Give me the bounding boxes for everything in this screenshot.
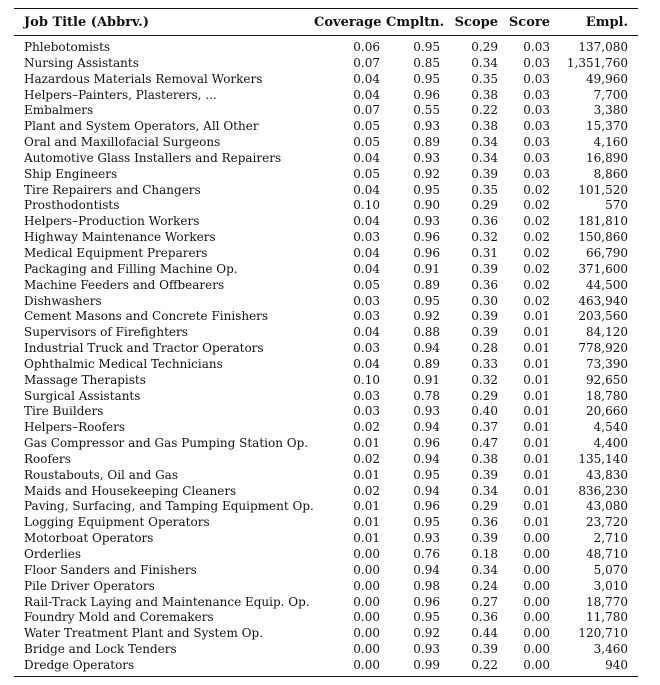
cell-empl: 778,920 — [578, 341, 628, 356]
cell-job-title: Pile Driver Operators — [24, 578, 155, 593]
table-row — [14, 214, 638, 230]
header-job-title: Job Title (Abbrv.) — [24, 14, 149, 30]
cell-coverage: 0.03 — [353, 404, 380, 419]
cell-score: 0.02 — [523, 230, 550, 245]
cell-score: 0.01 — [523, 483, 550, 498]
table-row — [14, 436, 638, 452]
table-row — [14, 230, 638, 246]
cell-empl: 3,460 — [593, 642, 628, 657]
cell-coverage: 0.07 — [353, 103, 380, 118]
table-row — [14, 198, 638, 214]
cell-cmpltn: 0.94 — [413, 451, 440, 466]
table-row — [14, 499, 638, 515]
cell-scope: 0.22 — [471, 657, 498, 672]
cell-scope: 0.35 — [471, 71, 498, 86]
cell-empl: 18,770 — [586, 594, 628, 609]
cell-empl: 73,390 — [586, 356, 628, 371]
cell-scope: 0.32 — [471, 372, 498, 387]
cell-score: 0.01 — [523, 372, 550, 387]
cell-empl: 5,070 — [593, 562, 628, 577]
table-row — [14, 389, 638, 405]
cell-coverage: 0.04 — [353, 182, 380, 197]
cell-scope: 0.44 — [471, 626, 498, 641]
table-row — [14, 72, 638, 88]
cell-score: 0.01 — [523, 356, 550, 371]
cell-empl: 92,650 — [586, 372, 628, 387]
table-row — [14, 610, 638, 626]
cell-cmpltn: 0.96 — [413, 594, 440, 609]
cell-score: 0.01 — [523, 325, 550, 340]
cell-scope: 0.39 — [471, 325, 498, 340]
cell-job-title: Helpers–Roofers — [24, 420, 126, 435]
header-coverage: Coverage — [314, 14, 382, 30]
cell-cmpltn: 0.93 — [413, 642, 440, 657]
cell-coverage: 0.05 — [353, 135, 380, 150]
cell-job-title: Dishwashers — [24, 293, 102, 308]
cell-scope: 0.36 — [471, 277, 498, 292]
table-row — [14, 515, 638, 531]
cell-coverage: 0.02 — [353, 420, 380, 435]
cell-cmpltn: 0.95 — [413, 71, 440, 86]
cell-scope: 0.36 — [471, 610, 498, 625]
cell-coverage: 0.00 — [353, 594, 380, 609]
cell-empl: 570 — [605, 198, 628, 213]
cell-score: 0.00 — [523, 610, 550, 625]
table-row — [14, 151, 638, 167]
cell-job-title: Medical Equipment Preparers — [24, 245, 208, 260]
cell-empl: 20,660 — [586, 404, 628, 419]
cell-scope: 0.34 — [471, 562, 498, 577]
cell-score: 0.02 — [523, 277, 550, 292]
cell-coverage: 0.00 — [353, 562, 380, 577]
cell-empl: 120,710 — [578, 626, 628, 641]
cell-job-title: Cement Masons and Concrete Finishers — [24, 309, 269, 324]
cell-cmpltn: 0.55 — [413, 103, 440, 118]
cell-empl: 3,380 — [593, 103, 628, 118]
cell-score: 0.02 — [523, 198, 550, 213]
table-row — [14, 658, 638, 676]
cell-coverage: 0.03 — [353, 341, 380, 356]
table-row — [14, 373, 638, 389]
cell-scope: 0.36 — [471, 214, 498, 229]
cell-job-title: Water Treatment Plant and System Op. — [24, 626, 264, 641]
cell-cmpltn: 0.95 — [413, 40, 440, 54]
table-row — [14, 294, 638, 310]
table-row — [14, 547, 638, 563]
cell-scope: 0.28 — [471, 341, 498, 356]
cell-coverage: 0.00 — [353, 657, 380, 672]
cell-cmpltn: 0.94 — [413, 562, 440, 577]
cell-coverage: 0.07 — [353, 55, 380, 70]
cell-coverage: 0.04 — [353, 356, 380, 371]
cell-cmpltn: 0.93 — [413, 214, 440, 229]
table-row — [14, 119, 638, 135]
cell-score: 0.00 — [523, 626, 550, 641]
cell-coverage: 0.05 — [353, 166, 380, 181]
cell-score: 0.03 — [523, 103, 550, 118]
cell-scope: 0.34 — [471, 150, 498, 165]
table-row — [14, 626, 638, 642]
cell-cmpltn: 0.96 — [413, 499, 440, 514]
table-row — [14, 135, 638, 151]
cell-empl: 43,080 — [586, 499, 628, 514]
cell-cmpltn: 0.95 — [413, 515, 440, 530]
cell-coverage: 0.04 — [353, 150, 380, 165]
cell-cmpltn: 0.76 — [413, 547, 440, 561]
cell-empl: 16,890 — [586, 150, 628, 165]
cell-score: 0.01 — [523, 420, 550, 435]
cell-coverage: 0.00 — [353, 547, 380, 561]
cell-score: 0.00 — [523, 547, 550, 561]
cell-coverage: 0.03 — [353, 309, 380, 324]
table-bottom-rule — [14, 676, 638, 677]
cell-cmpltn: 0.94 — [413, 341, 440, 356]
header-cmpltn: Cmpltn. — [386, 14, 445, 30]
cell-cmpltn: 0.94 — [413, 483, 440, 498]
cell-scope: 0.33 — [471, 356, 498, 371]
cell-scope: 0.27 — [471, 594, 498, 609]
table-row — [14, 36, 638, 56]
cell-coverage: 0.01 — [353, 531, 380, 546]
cell-job-title: Machine Feeders and Offbearers — [24, 277, 225, 292]
cell-empl: 15,370 — [586, 119, 628, 134]
cell-score: 0.02 — [523, 245, 550, 260]
cell-coverage: 0.00 — [353, 610, 380, 625]
cell-coverage: 0.04 — [353, 261, 380, 276]
cell-score: 0.00 — [523, 642, 550, 657]
cell-job-title: Packaging and Filling Machine Op. — [24, 261, 238, 276]
table-row — [14, 167, 638, 183]
cell-empl: 1,351,760 — [566, 55, 628, 70]
cell-empl: 3,010 — [593, 578, 628, 593]
cell-coverage: 0.04 — [353, 214, 380, 229]
header-row — [14, 9, 638, 36]
cell-coverage: 0.10 — [353, 372, 380, 387]
cell-score: 0.01 — [523, 388, 550, 403]
cell-empl: 49,960 — [586, 71, 628, 86]
cell-empl: 371,600 — [578, 261, 628, 276]
table-row — [14, 262, 638, 278]
cell-empl: 7,700 — [593, 87, 628, 102]
cell-score: 0.03 — [523, 87, 550, 102]
cell-job-title: Foundry Mold and Coremakers — [24, 610, 214, 625]
cell-scope: 0.35 — [471, 182, 498, 197]
cell-score: 0.00 — [523, 594, 550, 609]
cell-score: 0.03 — [523, 166, 550, 181]
cell-score: 0.02 — [523, 261, 550, 276]
cell-cmpltn: 0.92 — [413, 626, 440, 641]
table-header — [14, 9, 638, 36]
cell-empl: 203,560 — [578, 309, 628, 324]
cell-cmpltn: 0.85 — [413, 55, 440, 70]
cell-empl: 2,710 — [593, 531, 628, 546]
header-empl: Empl. — [585, 14, 628, 30]
table-row — [14, 56, 638, 72]
table-row — [14, 325, 638, 341]
cell-cmpltn: 0.93 — [413, 119, 440, 134]
cell-coverage: 0.00 — [353, 642, 380, 657]
cell-cmpltn: 0.93 — [413, 150, 440, 165]
cell-cmpltn: 0.93 — [413, 404, 440, 419]
cell-job-title: Motorboat Operators — [24, 531, 154, 546]
cell-empl: 23,720 — [586, 515, 628, 530]
table-row — [14, 88, 638, 104]
table-row — [14, 357, 638, 373]
cell-cmpltn: 0.78 — [413, 388, 440, 403]
cell-empl: 137,080 — [578, 40, 628, 54]
cell-cmpltn: 0.96 — [413, 436, 440, 451]
cell-empl: 66,790 — [586, 245, 628, 260]
cell-cmpltn: 0.89 — [413, 356, 440, 371]
cell-job-title: Massage Therapists — [24, 372, 146, 387]
cell-score: 0.01 — [523, 309, 550, 324]
table-row — [14, 103, 638, 119]
cell-scope: 0.29 — [471, 499, 498, 514]
cell-cmpltn: 0.96 — [413, 230, 440, 245]
cell-empl: 18,780 — [586, 388, 628, 403]
table-row — [14, 420, 638, 436]
table-body — [14, 36, 638, 676]
cell-scope: 0.47 — [471, 436, 498, 451]
cell-job-title: Industrial Truck and Tractor Operators — [24, 341, 264, 356]
cell-empl: 8,860 — [593, 166, 628, 181]
cell-score: 0.03 — [523, 135, 550, 150]
cell-job-title: Hazardous Materials Removal Workers — [24, 71, 263, 86]
cell-cmpltn: 0.98 — [413, 578, 440, 593]
cell-score: 0.02 — [523, 293, 550, 308]
cell-cmpltn: 0.91 — [413, 261, 440, 276]
cell-empl: 836,230 — [578, 483, 628, 498]
cell-score: 0.03 — [523, 150, 550, 165]
cell-job-title: Tire Repairers and Changers — [24, 182, 201, 197]
cell-scope: 0.38 — [471, 119, 498, 134]
table-row — [14, 595, 638, 611]
table-row — [14, 246, 638, 262]
cell-job-title: Roustabouts, Oil and Gas — [24, 467, 178, 482]
cell-job-title: Automotive Glass Installers and Repairers — [24, 150, 282, 165]
cell-empl: 4,160 — [593, 135, 628, 150]
table-row — [14, 309, 638, 325]
cell-cmpltn: 0.92 — [413, 166, 440, 181]
table-row — [14, 452, 638, 468]
cell-job-title: Floor Sanders and Finishers — [24, 562, 197, 577]
cell-cmpltn: 0.89 — [413, 277, 440, 292]
cell-cmpltn: 0.89 — [413, 135, 440, 150]
cell-coverage: 0.04 — [353, 87, 380, 102]
cell-empl: 940 — [605, 657, 628, 672]
cell-cmpltn: 0.93 — [413, 531, 440, 546]
cell-job-title: Nursing Assistants — [24, 55, 139, 70]
cell-score: 0.01 — [523, 467, 550, 482]
table-row — [14, 468, 638, 484]
cell-job-title: Phlebotomists — [24, 40, 111, 54]
cell-job-title: Embalmers — [24, 103, 94, 118]
cell-scope: 0.18 — [471, 547, 498, 561]
cell-job-title: Orderlies — [24, 547, 82, 561]
cell-job-title: Highway Maintenance Workers — [24, 230, 216, 245]
cell-empl: 43,830 — [586, 467, 628, 482]
cell-job-title: Paving, Surfacing, and Tamping Equipment Op. — [24, 499, 314, 514]
cell-score: 0.01 — [523, 341, 550, 356]
cell-empl: 48,710 — [586, 547, 628, 561]
cell-scope: 0.29 — [471, 198, 498, 213]
table-row — [14, 642, 638, 658]
cell-score: 0.00 — [523, 578, 550, 593]
cell-job-title: Supervisors of Firefighters — [24, 325, 188, 340]
cell-scope: 0.39 — [471, 261, 498, 276]
cell-job-title: Surgical Assistants — [24, 388, 141, 403]
cell-scope: 0.32 — [471, 230, 498, 245]
cell-score: 0.03 — [523, 119, 550, 134]
cell-scope: 0.38 — [471, 451, 498, 466]
cell-empl: 181,810 — [578, 214, 628, 229]
cell-job-title: Logging Equipment Operators — [24, 515, 210, 530]
table-row — [14, 579, 638, 595]
cell-empl: 101,520 — [578, 182, 628, 197]
header-score: Score — [508, 14, 550, 30]
cell-cmpltn: 0.91 — [413, 372, 440, 387]
cell-job-title: Helpers–Production Workers — [24, 214, 200, 229]
cell-coverage: 0.01 — [353, 499, 380, 514]
cell-coverage: 0.01 — [353, 515, 380, 530]
cell-score: 0.03 — [523, 55, 550, 70]
job-table-container — [14, 8, 638, 677]
cell-score: 0.01 — [523, 515, 550, 530]
cell-job-title: Roofers — [24, 451, 71, 466]
cell-empl: 135,140 — [578, 451, 628, 466]
cell-cmpltn: 0.95 — [413, 293, 440, 308]
cell-score: 0.01 — [523, 404, 550, 419]
cell-empl: 11,780 — [586, 610, 628, 625]
cell-scope: 0.40 — [471, 404, 498, 419]
cell-coverage: 0.05 — [353, 277, 380, 292]
cell-coverage: 0.04 — [353, 245, 380, 260]
cell-scope: 0.22 — [471, 103, 498, 118]
cell-cmpltn: 0.90 — [413, 198, 440, 213]
cell-scope: 0.38 — [471, 87, 498, 102]
cell-cmpltn: 0.99 — [413, 657, 440, 672]
cell-coverage: 0.03 — [353, 293, 380, 308]
cell-scope: 0.39 — [471, 309, 498, 324]
cell-cmpltn: 0.95 — [413, 182, 440, 197]
cell-coverage: 0.04 — [353, 325, 380, 340]
cell-score: 0.00 — [523, 531, 550, 546]
cell-scope: 0.37 — [471, 420, 498, 435]
cell-job-title: Plant and System Operators, All Other — [24, 119, 259, 134]
table-row — [14, 183, 638, 199]
cell-job-title: Ophthalmic Medical Technicians — [24, 356, 223, 371]
cell-job-title: Maids and Housekeeping Cleaners — [24, 483, 237, 498]
table-row — [14, 341, 638, 357]
cell-coverage: 0.06 — [353, 40, 380, 54]
cell-scope: 0.29 — [471, 40, 498, 54]
cell-coverage: 0.01 — [353, 467, 380, 482]
cell-coverage: 0.01 — [353, 436, 380, 451]
header-scope: Scope — [454, 14, 498, 30]
cell-scope: 0.30 — [471, 293, 498, 308]
cell-scope: 0.39 — [471, 642, 498, 657]
cell-job-title: Helpers–Painters, Plasterers, ... — [24, 87, 217, 102]
cell-coverage: 0.03 — [353, 230, 380, 245]
cell-score: 0.01 — [523, 499, 550, 514]
cell-cmpltn: 0.96 — [413, 245, 440, 260]
table-row — [14, 404, 638, 420]
cell-empl: 463,940 — [578, 293, 628, 308]
cell-job-title: Prosthodontists — [24, 198, 120, 213]
cell-scope: 0.39 — [471, 166, 498, 181]
cell-coverage: 0.02 — [353, 483, 380, 498]
cell-empl: 44,500 — [586, 277, 628, 292]
cell-coverage: 0.03 — [353, 388, 380, 403]
cell-coverage: 0.05 — [353, 119, 380, 134]
cell-score: 0.03 — [523, 40, 550, 54]
cell-cmpltn: 0.88 — [413, 325, 440, 340]
cell-cmpltn: 0.96 — [413, 87, 440, 102]
cell-scope: 0.31 — [471, 245, 498, 260]
cell-score: 0.01 — [523, 436, 550, 451]
cell-empl: 84,120 — [586, 325, 628, 340]
cell-cmpltn: 0.95 — [413, 610, 440, 625]
cell-cmpltn: 0.92 — [413, 309, 440, 324]
cell-scope: 0.36 — [471, 515, 498, 530]
cell-coverage: 0.04 — [353, 71, 380, 86]
cell-score: 0.03 — [523, 71, 550, 86]
cell-score: 0.01 — [523, 451, 550, 466]
cell-scope: 0.34 — [471, 55, 498, 70]
cell-job-title: Gas Compressor and Gas Pumping Station Op. — [24, 436, 309, 451]
cell-score: 0.00 — [523, 562, 550, 577]
cell-coverage: 0.10 — [353, 198, 380, 213]
cell-cmpltn: 0.95 — [413, 467, 440, 482]
cell-empl: 150,860 — [578, 230, 628, 245]
cell-scope: 0.34 — [471, 135, 498, 150]
cell-job-title: Dredge Operators — [24, 657, 135, 672]
cell-job-title: Rail-Track Laying and Maintenance Equip. Op. — [24, 594, 310, 609]
cell-job-title: Bridge and Lock Tenders — [24, 642, 177, 657]
table-row — [14, 531, 638, 547]
cell-scope: 0.24 — [471, 578, 498, 593]
cell-scope: 0.29 — [471, 388, 498, 403]
table-row — [14, 278, 638, 294]
cell-job-title: Oral and Maxillofacial Surgeons — [24, 135, 221, 150]
cell-job-title: Tire Builders — [24, 404, 104, 419]
cell-empl: 4,400 — [593, 436, 628, 451]
cell-coverage: 0.00 — [353, 626, 380, 641]
job-table — [14, 8, 638, 676]
cell-empl: 4,540 — [593, 420, 628, 435]
table-row — [14, 563, 638, 579]
cell-scope: 0.39 — [471, 467, 498, 482]
cell-score: 0.02 — [523, 214, 550, 229]
table-row — [14, 484, 638, 500]
cell-coverage: 0.00 — [353, 578, 380, 593]
cell-scope: 0.34 — [471, 483, 498, 498]
cell-scope: 0.39 — [471, 531, 498, 546]
cell-coverage: 0.02 — [353, 451, 380, 466]
cell-job-title: Ship Engineers — [24, 166, 118, 181]
cell-score: 0.02 — [523, 182, 550, 197]
cell-score: 0.00 — [523, 657, 550, 672]
cell-cmpltn: 0.94 — [413, 420, 440, 435]
